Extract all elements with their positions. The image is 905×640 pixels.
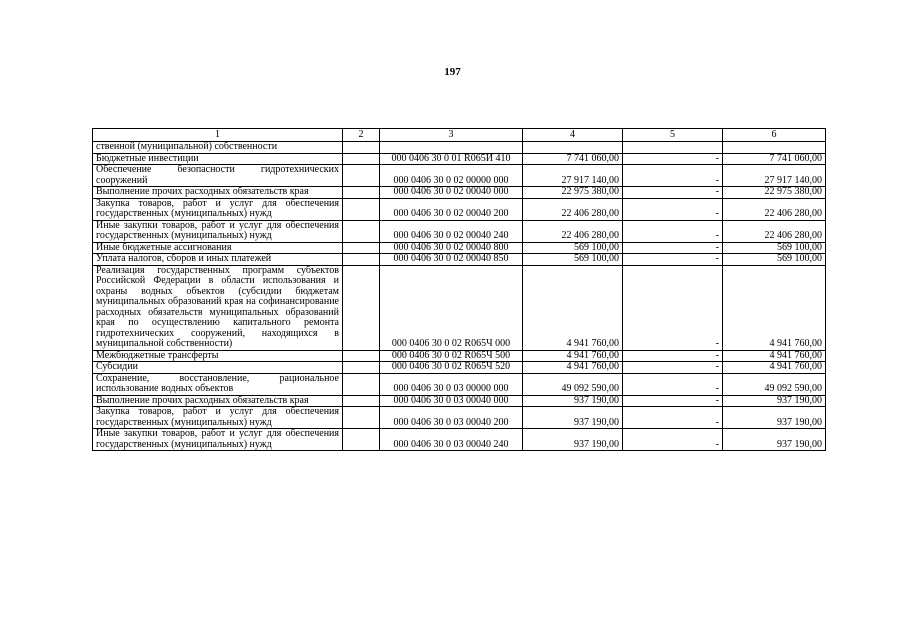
cell-total: 22 406 280,00	[723, 198, 826, 220]
table-row	[93, 187, 826, 199]
cell-name: Выполнение прочих расходных обязательств края	[93, 395, 343, 407]
cell-total: 49 092 590,00	[723, 373, 826, 395]
table-row	[93, 350, 826, 362]
table-row	[93, 395, 826, 407]
table-row	[93, 254, 826, 266]
cell-code: 000 0406 30 0 03 00040 240	[380, 429, 523, 451]
cell-name: Сохранение, восстановление, рациональное использование водных объектов	[93, 373, 343, 395]
table-row	[93, 242, 826, 254]
cell-col5: -	[623, 265, 723, 350]
cell-col5: -	[623, 395, 723, 407]
table-body	[93, 142, 826, 451]
cell-col5: -	[623, 165, 723, 187]
cell-name: Закупка товаров, работ и услуг для обеспечения государственных (муниципальных) нужд	[93, 407, 343, 429]
cell-amount: 22 406 280,00	[523, 220, 623, 242]
table-row	[93, 362, 826, 374]
cell-col2	[343, 242, 380, 254]
cell-col2	[343, 362, 380, 374]
cell-total: 22 406 280,00	[723, 220, 826, 242]
page-number: 197	[444, 66, 461, 78]
table-row	[93, 429, 826, 451]
cell-total: 4 941 760,00	[723, 362, 826, 374]
cell-code: 000 0406 30 0 02 00040 850	[380, 254, 523, 266]
cell-col5: -	[623, 350, 723, 362]
cell-name: Уплата налогов, сборов и иных платежей	[93, 254, 343, 266]
cell-name: ственной (муниципальной) собственности	[93, 142, 343, 154]
cell-total: 4 941 760,00	[723, 265, 826, 350]
cell-name: Иные закупки товаров, работ и услуг для обеспечения государственных (муниципальных) нужд	[93, 429, 343, 451]
cell-code: 000 0406 30 0 02 00040 800	[380, 242, 523, 254]
table-row	[93, 407, 826, 429]
cell-amount: 937 190,00	[523, 407, 623, 429]
cell-amount: 7 741 060,00	[523, 153, 623, 165]
cell-col2	[343, 254, 380, 266]
cell-code: 000 0406 30 0 02 00000 000	[380, 165, 523, 187]
cell-code: 000 0406 30 0 03 00000 000	[380, 373, 523, 395]
cell-col5: -	[623, 242, 723, 254]
cell-col2	[343, 187, 380, 199]
cell-col5: -	[623, 187, 723, 199]
cell-code: 000 0406 30 0 02 R065Ч 520	[380, 362, 523, 374]
cell-name: Субсидии	[93, 362, 343, 374]
cell-code: 000 0406 30 0 02 R065Ч 000	[380, 265, 523, 350]
cell-name: Иные закупки товаров, работ и услуг для обеспечения государственных (муниципальных) нужд	[93, 220, 343, 242]
cell-code: 000 0406 30 0 02 00040 000	[380, 187, 523, 199]
cell-name: Реализация государственных программ субъектов Российской Федерации в области использования и охраны водных объектов (субсидии бюджетам муниципальных образований края на софинансирование расходных обязательств муниципальных образований края по осуществлению капитального ремонта гидротехнических сооружений, находящихся в муниципальной собственности)	[93, 265, 343, 350]
cell-col5: -	[623, 254, 723, 266]
cell-name: Бюджетные инвестиции	[93, 153, 343, 165]
table-header-row	[93, 129, 826, 142]
cell-col2	[343, 429, 380, 451]
column-header: 2	[343, 129, 380, 142]
cell-name: Иные бюджетные ассигнования	[93, 242, 343, 254]
cell-col2	[343, 350, 380, 362]
cell-col2	[343, 395, 380, 407]
cell-code: 000 0406 30 0 02 00040 240	[380, 220, 523, 242]
cell-amount: 22 406 280,00	[523, 198, 623, 220]
cell-name: Межбюджетные трансферты	[93, 350, 343, 362]
cell-col2	[343, 265, 380, 350]
cell-col5: -	[623, 198, 723, 220]
column-header: 1	[93, 129, 343, 142]
cell-amount: 569 100,00	[523, 254, 623, 266]
cell-col5: -	[623, 407, 723, 429]
table-row	[93, 265, 826, 350]
cell-name: Обеспечение безопасности гидротехнических сооружений	[93, 165, 343, 187]
cell-col2	[343, 373, 380, 395]
cell-col5: -	[623, 153, 723, 165]
column-header: 3	[380, 129, 523, 142]
cell-col5: -	[623, 373, 723, 395]
cell-total: 27 917 140,00	[723, 165, 826, 187]
cell-amount: 27 917 140,00	[523, 165, 623, 187]
budget-table	[92, 128, 826, 451]
cell-total: 569 100,00	[723, 242, 826, 254]
table-row	[93, 373, 826, 395]
cell-name: Закупка товаров, работ и услуг для обеспечения государственных (муниципальных) нужд	[93, 198, 343, 220]
cell-amount	[523, 142, 623, 154]
table-row	[93, 198, 826, 220]
cell-code: 000 0406 30 0 03 00040 000	[380, 395, 523, 407]
column-header: 5	[623, 129, 723, 142]
cell-total: 937 190,00	[723, 407, 826, 429]
cell-col2	[343, 153, 380, 165]
cell-col5: -	[623, 362, 723, 374]
cell-amount: 4 941 760,00	[523, 265, 623, 350]
cell-amount: 4 941 760,00	[523, 362, 623, 374]
cell-code: 000 0406 30 0 01 R065И 410	[380, 153, 523, 165]
cell-total: 22 975 380,00	[723, 187, 826, 199]
cell-col2	[343, 407, 380, 429]
table-row	[93, 142, 826, 154]
cell-total: 7 741 060,00	[723, 153, 826, 165]
cell-code	[380, 142, 523, 154]
cell-code: 000 0406 30 0 03 00040 200	[380, 407, 523, 429]
column-header: 4	[523, 129, 623, 142]
cell-col5	[623, 142, 723, 154]
cell-col5: -	[623, 220, 723, 242]
cell-col5: -	[623, 429, 723, 451]
cell-total: 569 100,00	[723, 254, 826, 266]
cell-amount: 4 941 760,00	[523, 350, 623, 362]
cell-col2	[343, 198, 380, 220]
cell-name: Выполнение прочих расходных обязательств края	[93, 187, 343, 199]
cell-col2	[343, 220, 380, 242]
table-row	[93, 165, 826, 187]
cell-amount: 569 100,00	[523, 242, 623, 254]
cell-amount: 937 190,00	[523, 429, 623, 451]
cell-code: 000 0406 30 0 02 R065Ч 500	[380, 350, 523, 362]
cell-amount: 49 092 590,00	[523, 373, 623, 395]
cell-total: 937 190,00	[723, 429, 826, 451]
cell-amount: 22 975 380,00	[523, 187, 623, 199]
cell-code: 000 0406 30 0 02 00040 200	[380, 198, 523, 220]
cell-total	[723, 142, 826, 154]
cell-total: 4 941 760,00	[723, 350, 826, 362]
cell-amount: 937 190,00	[523, 395, 623, 407]
cell-col2	[343, 142, 380, 154]
cell-total: 937 190,00	[723, 395, 826, 407]
table-row	[93, 153, 826, 165]
table-row	[93, 220, 826, 242]
cell-col2	[343, 165, 380, 187]
column-header: 6	[723, 129, 826, 142]
